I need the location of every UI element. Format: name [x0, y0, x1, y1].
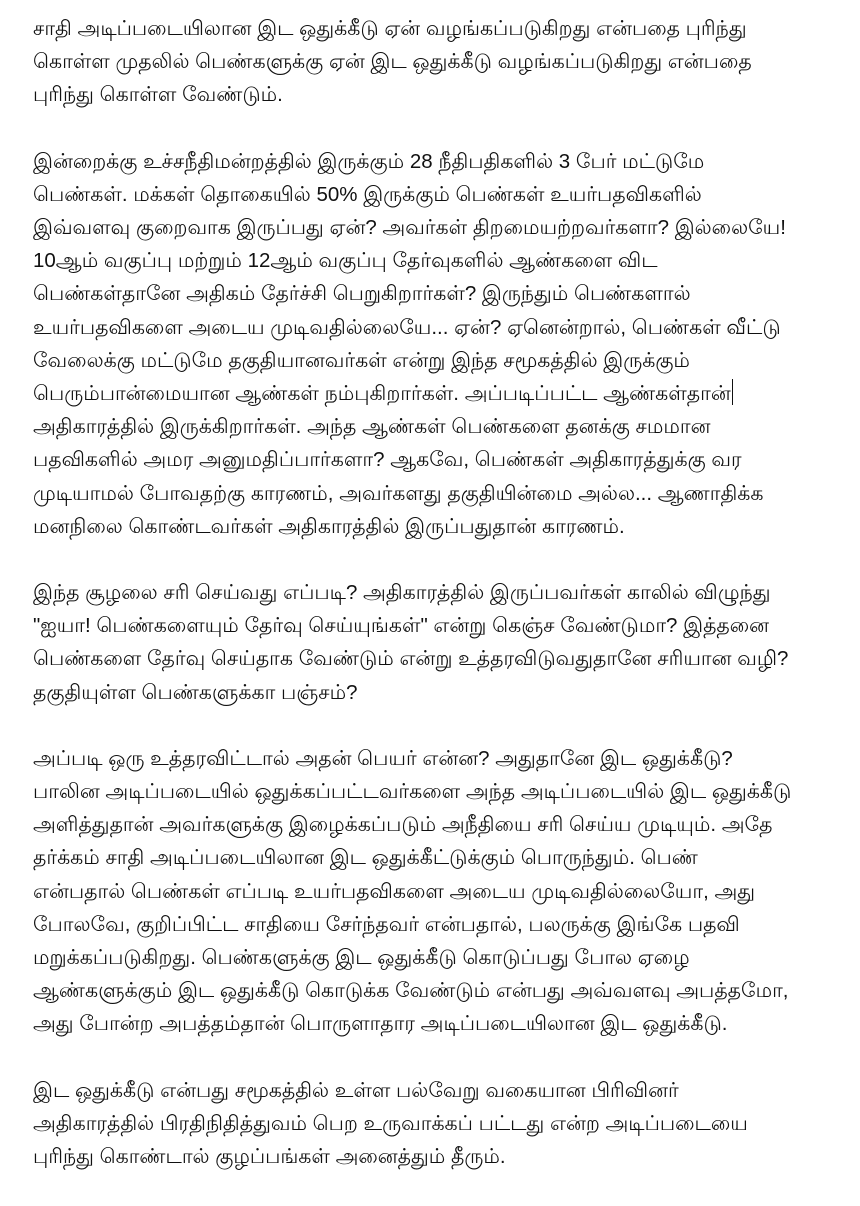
text-line: பெண்கள்தானே அதிகம் தேர்ச்சி பெறுகிறார்கள்? இருந்தும் பெண்களால் [33, 282, 691, 306]
text-cursor [732, 379, 734, 405]
text-line: புரிந்து கொள்ள வேண்டும். [33, 83, 283, 107]
text-line: பதவிகளில் அமர அனுமதிப்பார்களா? ஆகவே, பெண்கள் அதிகாரத்துக்கு வர [33, 448, 742, 472]
text-line: இட ஒதுக்கீடு என்பது சமூகத்தில் உள்ள பல்வேறு வகையான பிரிவினர் [33, 1078, 679, 1102]
text-line: உயர்பதவிகளை அடைய முடிவதில்லையே... ஏன்? ஏனென்றால், பெண்கள் வீட்டு [33, 315, 781, 339]
text-line: போலவே, குறிப்பிட்ட சாதியை சேர்ந்தவர் என்பதால், பலருக்கு இங்கே பதவி [33, 912, 740, 936]
text-line: அப்படி ஒரு உத்தரவிட்டால் அதன் பெயர் என்ன? அதுதானே இட ஒதுக்கீடு? [33, 746, 733, 770]
text-line: பெண்களை தேர்வு செய்தாக வேண்டும் என்று உத்தரவிடுவதுதானே சரியான வழி? [33, 647, 789, 671]
paragraph-2 [33, 145, 833, 543]
text-line: பெரும்பான்மையான ஆண்கள் நம்புகிறார்கள். அப்படிப்பட்ட ஆண்கள்தான் [33, 382, 731, 406]
text-line: அதிகாரத்தில் இருக்கிறார்கள். அந்த ஆண்கள் பெண்களை தனக்கு சமமான [33, 415, 711, 439]
text-line: அளித்துதான் அவர்களுக்கு இழைக்கப்படும் அநீதியை சரி செய்ய முடியும். அதே [33, 813, 773, 837]
text-line: கொள்ள முதலில் பெண்களுக்கு ஏன் இட ஒதுக்கீடு வழங்கப்படுகிறது என்பதை [33, 50, 752, 74]
text-line: இவ்வளவு குறைவாக இருப்பது ஏன்? அவர்கள் திறமையற்றவர்களா? இல்லையே! [33, 216, 786, 240]
paragraph-5 [33, 1074, 833, 1174]
text-line: ஆண்களுக்கும் இட ஒதுக்கீடு கொடுக்க வேண்டும் என்பது அவ்வளவு அபத்தமோ, [33, 979, 789, 1003]
text-line: என்பதால் பெண்கள் எப்படி உயர்பதவிகளை அடைய முடிவதில்லையோ, அது [33, 879, 756, 903]
text-line: இந்த சூழலை சரி செய்வது எப்படி? அதிகாரத்தில் இருப்பவர்கள் காலில் விழுந்து [33, 581, 771, 605]
text-line: பெண்கள். மக்கள் தொகையில் 50% இருக்கும் பெண்கள் உயர்பதவிகளில் [33, 182, 702, 206]
text-line: அது போன்ற அபத்தம்தான் பொருளாதார அடிப்படையிலான இட ஒதுக்கீடு. [33, 1012, 728, 1036]
text-line: தகுதியுள்ள பெண்களுக்கா பஞ்சம்? [33, 680, 358, 704]
text-line-with-caret [33, 377, 833, 410]
text-line: அதிகாரத்தில் பிரதிநிதித்துவம் பெற உருவாக்கப் பட்டது என்ற அடிப்படையை [33, 1111, 748, 1135]
paragraph-4 [33, 742, 833, 1041]
paragraph-1 [33, 12, 833, 112]
text-line: முடியாமல் போவதற்கு காரணம், அவர்களது தகுதியின்மை அல்ல... ஆணாதிக்க [33, 481, 764, 505]
text-line: பாலின அடிப்படையில் ஒதுக்கப்பட்டவர்களை அந்த அடிப்படையில் இட ஒதுக்கீடு [33, 780, 792, 804]
text-line: தர்க்கம் சாதி அடிப்படையிலான இட ஒதுக்கீட்டுக்கும் பொருந்தும். பெண் [33, 846, 698, 870]
text-line: சாதி அடிப்படையிலான இட ஒதுக்கீடு ஏன் வழங்கப்படுகிறது என்பதை புரிந்து [33, 17, 747, 40]
paragraph-3 [33, 576, 833, 709]
text-line: மனநிலை கொண்டவர்கள் அதிகாரத்தில் இருப்பதுதான் காரணம். [33, 514, 625, 538]
text-line: வேலைக்கு மட்டுமே தகுதியானவர்கள் என்று இந்த சமூகத்தில் இருக்கும் [33, 348, 690, 372]
text-line: 10ஆம் வகுப்பு மற்றும் 12ஆம் வகுப்பு தேர்வுகளில் ஆண்களை விட [33, 249, 658, 273]
text-line: "ஐயா! பெண்களையும் தேர்வு செய்யுங்கள்" என்று கெஞ்ச வேண்டுமா? இத்தனை [33, 614, 770, 638]
text-line: புரிந்து கொண்டால் குழப்பங்கள் அனைத்தும் தீரும். [33, 1145, 506, 1169]
text-line: மறுக்கப்படுகிறது. பெண்களுக்கு இட ஒதுக்கீடு கொடுப்பது போல ஏழை [33, 946, 690, 970]
document-body [33, 12, 833, 1206]
text-line: இன்றைக்கு உச்சநீதிமன்றத்தில் இருக்கும் 28 நீதிபதிகளில் 3 பேர் மட்டுமே [33, 149, 705, 173]
